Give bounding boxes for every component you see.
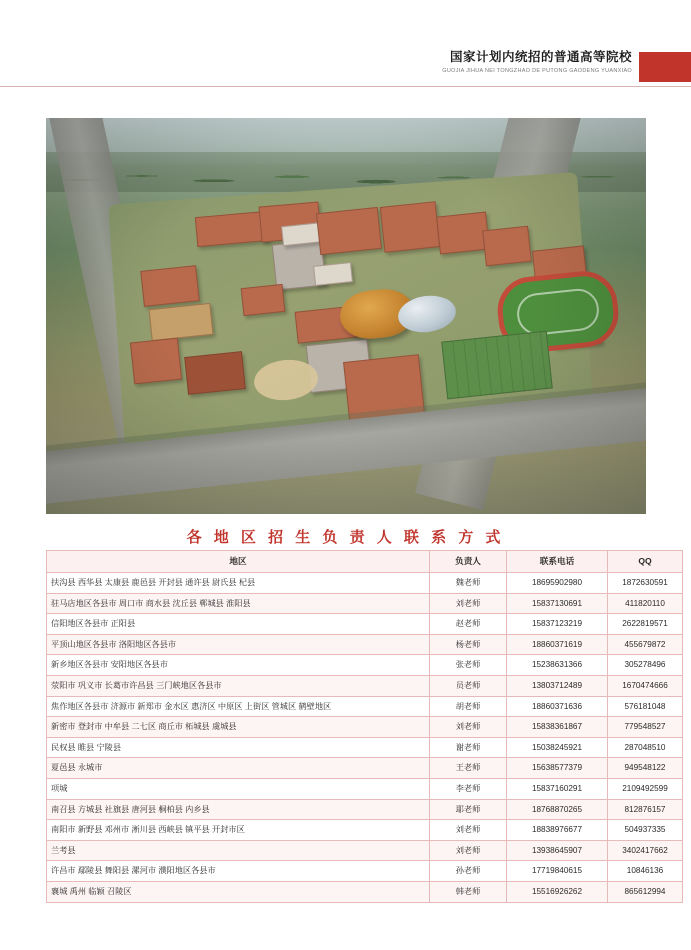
cell-phone: 15238631366 [507, 655, 608, 676]
cell-area: 襄城 禹州 临颖 召陵区 [47, 881, 430, 902]
cell-qq: 1670474666 [608, 675, 683, 696]
cell-area: 荥阳市 巩义市 长葛市许昌县 三门峡地区各县市 [47, 675, 430, 696]
cell-phone: 18860371636 [507, 696, 608, 717]
cell-qq: 287048510 [608, 737, 683, 758]
cell-person: 孙老师 [430, 861, 507, 882]
cell-qq: 411820110 [608, 593, 683, 614]
column-header-qq: QQ [608, 551, 683, 573]
header-accent-block [639, 52, 691, 82]
cell-person: 赵老师 [430, 614, 507, 635]
cell-qq: 3402417662 [608, 840, 683, 861]
cell-phone: 13803712489 [507, 675, 608, 696]
table-row [47, 861, 683, 882]
cell-person: 刘老师 [430, 593, 507, 614]
cell-qq: 305278496 [608, 655, 683, 676]
cell-area: 南阳市 新野县 邓州市 淅川县 西峡县 镇平县 开封市区 [47, 820, 430, 841]
cell-area: 平顶山地区各县市 洛阳地区各县市 [47, 634, 430, 655]
cell-person: 杨老师 [430, 634, 507, 655]
header-text-group [442, 50, 632, 76]
cell-phone: 15838361867 [507, 717, 608, 738]
cell-qq: 1872630591 [608, 573, 683, 594]
table-row [47, 593, 683, 614]
cell-phone: 15837130691 [507, 593, 608, 614]
cell-area: 许昌市 鄢陵县 舞阳县 漯河市 濮阳地区各县市 [47, 861, 430, 882]
contacts-table [46, 550, 683, 903]
header-divider [0, 86, 691, 87]
cell-qq: 812876157 [608, 799, 683, 820]
cell-phone: 15837160291 [507, 778, 608, 799]
cell-area: 扶沟县 西华县 太康县 鹿邑县 开封县 通许县 尉氏县 杞县 [47, 573, 430, 594]
cell-phone: 18768870265 [507, 799, 608, 820]
table-row [47, 573, 683, 594]
cell-qq: 2109492599 [608, 778, 683, 799]
cell-phone: 15837123219 [507, 614, 608, 635]
cell-qq: 576181048 [608, 696, 683, 717]
cell-person: 王老师 [430, 758, 507, 779]
table-row [47, 655, 683, 676]
table-row [47, 717, 683, 738]
table-row [47, 758, 683, 779]
cell-person: 刘老师 [430, 820, 507, 841]
page-header [0, 0, 691, 88]
cell-person: 刘老师 [430, 717, 507, 738]
header-title-pinyin: GUOJIA JIHUA NEI TONGZHAO DE PUTONG GAODENG YUANXIAO [442, 68, 632, 74]
cell-person: 魏老师 [430, 573, 507, 594]
photo-vignette [46, 118, 646, 514]
campus-aerial-photo [46, 118, 646, 514]
column-header-person: 负责人 [430, 551, 507, 573]
cell-phone: 15038245921 [507, 737, 608, 758]
cell-area: 南召县 方城县 社旗县 唐河县 桐柏县 内乡县 [47, 799, 430, 820]
cell-area: 新密市 登封市 中牟县 二七区 商丘市 柘城县 虞城县 [47, 717, 430, 738]
column-header-area: 地区 [47, 551, 430, 573]
table-row [47, 840, 683, 861]
cell-person: 员老师 [430, 675, 507, 696]
cell-person: 谢老师 [430, 737, 507, 758]
table-row [47, 881, 683, 902]
cell-qq: 10846136 [608, 861, 683, 882]
cell-person: 胡老师 [430, 696, 507, 717]
table-row [47, 614, 683, 635]
table-row [47, 799, 683, 820]
cell-person: 刘老师 [430, 840, 507, 861]
cell-person: 韩老师 [430, 881, 507, 902]
cell-area: 夏邑县 永城市 [47, 758, 430, 779]
cell-area: 新乡地区各县市 安阳地区各县市 [47, 655, 430, 676]
cell-qq: 455679872 [608, 634, 683, 655]
cell-phone: 17719840615 [507, 861, 608, 882]
cell-area: 驻马店地区各县市 周口市 商水县 沈丘县 郸城县 淮阳县 [47, 593, 430, 614]
cell-area: 项城 [47, 778, 430, 799]
cell-person: 李老师 [430, 778, 507, 799]
column-header-phone: 联系电话 [507, 551, 608, 573]
cell-person: 张老师 [430, 655, 507, 676]
table-row [47, 675, 683, 696]
photo-canvas [46, 118, 646, 514]
cell-phone: 13938645907 [507, 840, 608, 861]
table-header-row [47, 551, 683, 573]
table-header [47, 551, 683, 573]
table-row [47, 634, 683, 655]
section-title: 各 地 区 招 生 负 责 人 联 系 方 式 [186, 529, 505, 546]
cell-area: 兰考县 [47, 840, 430, 861]
contacts-table-wrap [46, 550, 668, 903]
cell-person: 耶老师 [430, 799, 507, 820]
cell-phone: 15638577379 [507, 758, 608, 779]
cell-area: 民权县 睢县 宁陵县 [47, 737, 430, 758]
cell-phone: 18860371619 [507, 634, 608, 655]
cell-qq: 2622819571 [608, 614, 683, 635]
cell-area: 焦作地区各县市 济源市 新郑市 金水区 惠济区 中原区 上街区 管城区 鹤壁地区 [47, 696, 430, 717]
table-body [47, 573, 683, 903]
cell-area: 信阳地区各县市 正阳县 [47, 614, 430, 635]
table-row [47, 778, 683, 799]
cell-phone: 18838976677 [507, 820, 608, 841]
cell-qq: 779548527 [608, 717, 683, 738]
cell-phone: 18695902980 [507, 573, 608, 594]
cell-qq: 865612994 [608, 881, 683, 902]
cell-phone: 15516926262 [507, 881, 608, 902]
cell-qq: 949548122 [608, 758, 683, 779]
table-row [47, 820, 683, 841]
table-row [47, 696, 683, 717]
header-title-chinese: 国家计划内统招的普通高等院校 [449, 50, 632, 64]
cell-qq: 504937335 [608, 820, 683, 841]
table-row [47, 737, 683, 758]
